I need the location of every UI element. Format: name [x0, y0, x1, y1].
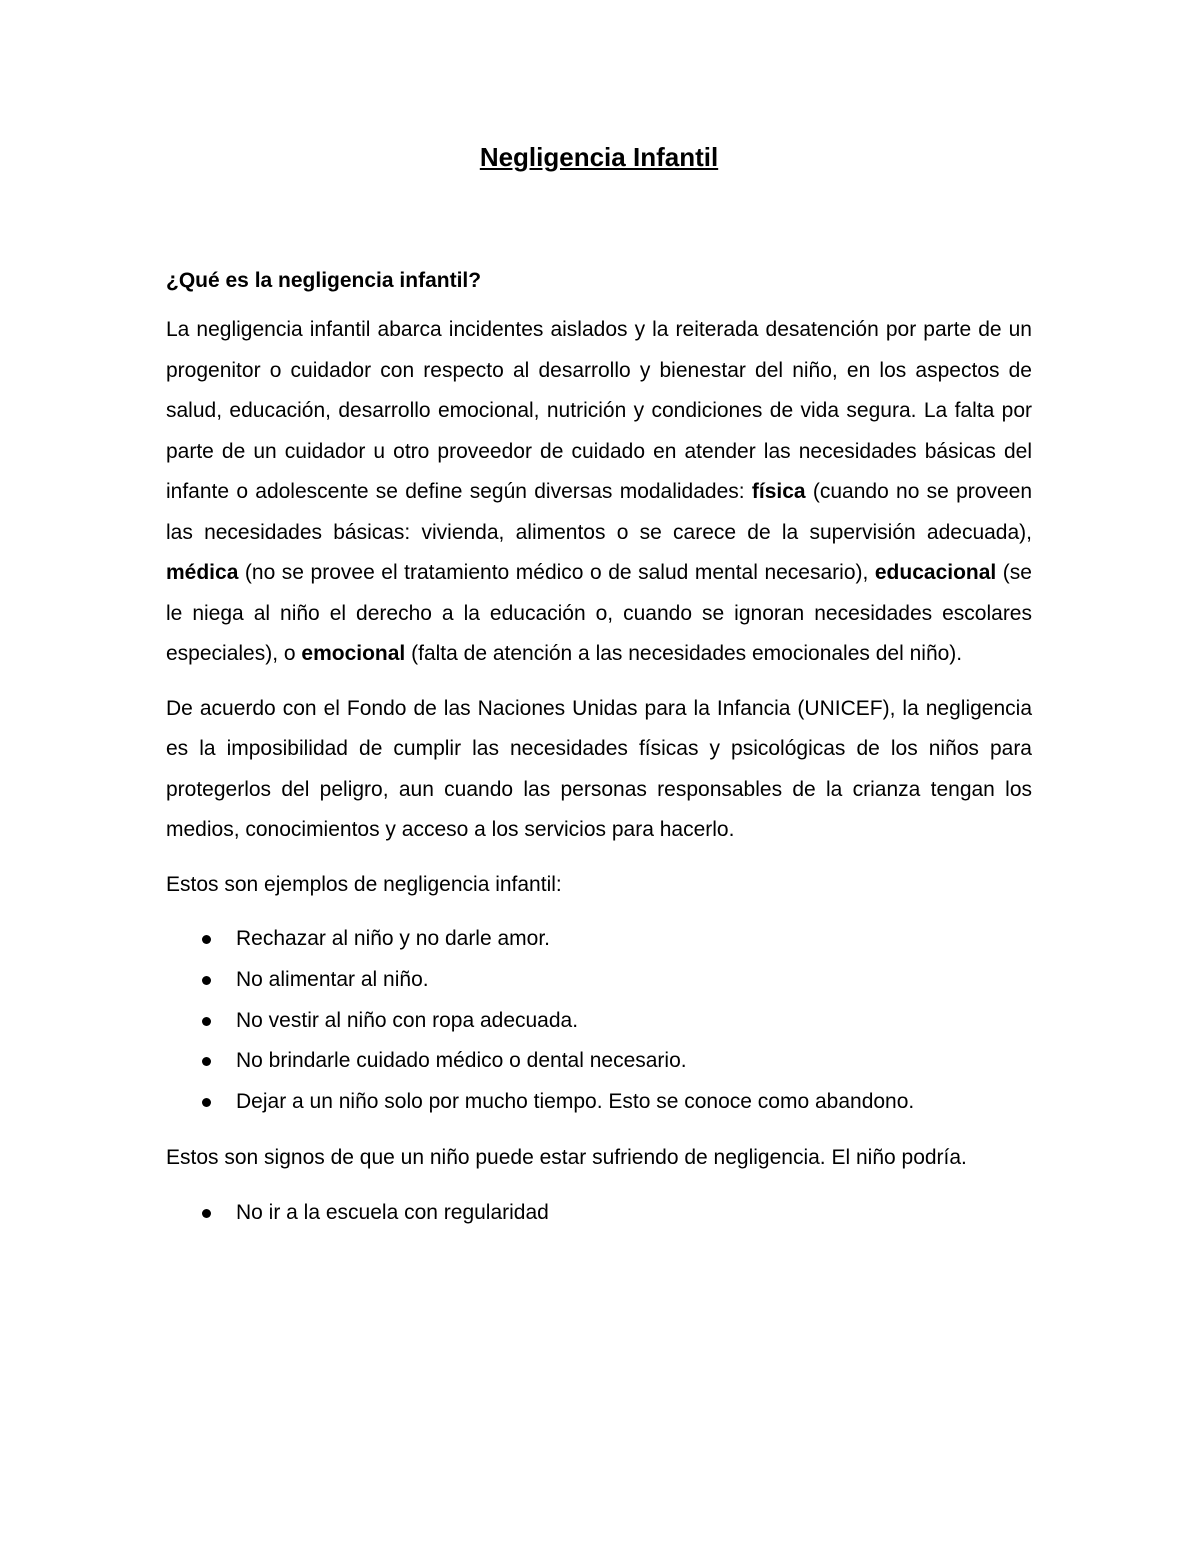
list-item-text: Rechazar al niño y no darle amor.: [236, 927, 551, 950]
list-item: [166, 960, 1032, 1001]
paragraph-text: La negligencia infantil abarca incidentes aislados y la reiterada desatención por parte de un progenitor o cuidador con respecto al desarrollo y bienestar del niño, en los aspectos de salud, educación, desarrollo emocional, nutrición y condiciones de vida segura. La falta por parte de un cuidador u otro proveedor de cuidado en atender las necesidades básicas del infante o adolescente se define según diversas modalidades:: [166, 318, 1032, 503]
paragraph-text: (cuando no se proveen las necesidades básicas: vivienda, alimentos o se carece de la supervisión adecuada),: [166, 480, 1032, 544]
document-title: Negligencia Infantil: [479, 142, 719, 172]
bold-term-medica: médica: [166, 561, 239, 584]
bold-term-emocional: emocional: [301, 642, 406, 665]
bullet-icon: [202, 976, 211, 985]
bullet-icon: [202, 935, 211, 944]
list-item: [166, 1082, 1032, 1123]
list-item-text: No vestir al niño con ropa adecuada.: [236, 1008, 579, 1032]
document-content: [166, 128, 1032, 1234]
paragraph-text: (falta de atención a las necesidades emocionales del niño).: [405, 642, 963, 665]
paragraph-signs-intro: Estos son signos de que un niño puede estar sufriendo de negligencia. El niño podría.: [166, 1145, 967, 1169]
list-item-text: Dejar a un niño solo por mucho tiempo. Esto se conoce como abandono.: [236, 1090, 915, 1114]
bullet-icon: [202, 1057, 211, 1066]
list-item: [166, 1041, 1032, 1082]
paragraph-text: (se le niega al niño el derecho a la educación o, cuando se ignoran necesidades escolares especiales), o: [166, 561, 1032, 665]
list-item: [166, 919, 1032, 960]
paragraph-definition: [166, 310, 1032, 675]
signs-list: [166, 1193, 1032, 1234]
bullet-icon: [202, 1098, 211, 1107]
list-item-text: No ir a la escuela con regularidad: [236, 1201, 549, 1225]
section-heading: ¿Qué es la negligencia infantil?: [166, 269, 482, 292]
examples-list: [166, 919, 1032, 1123]
bullet-icon: [202, 1017, 211, 1026]
paragraph-text: (no se provee el tratamiento médico o de salud mental necesario),: [238, 561, 875, 584]
list-item: [166, 1193, 1032, 1234]
list-item-text: No brindarle cuidado médico o dental necesario.: [236, 1049, 687, 1073]
paragraph-unicef: De acuerdo con el Fondo de las Naciones Unidas para la Infancia (UNICEF), la negligencia es la imposibilidad de cumplir las necesidades físicas y psicológicas de los niños para protegerlos del peligro, aun cuando las personas responsables de la crianza tengan los medios, conocimientos y acceso a los servicios para hacerlo.: [166, 696, 1032, 841]
bullet-icon: [202, 1209, 211, 1218]
list-item-text: No alimentar al niño.: [236, 967, 429, 991]
bold-term-fisica: física: [751, 480, 806, 503]
bold-term-educacional: educacional: [874, 561, 997, 584]
paragraph-examples-intro: Estos son ejemplos de negligencia infantil:: [166, 872, 562, 896]
list-item: [166, 1001, 1032, 1042]
